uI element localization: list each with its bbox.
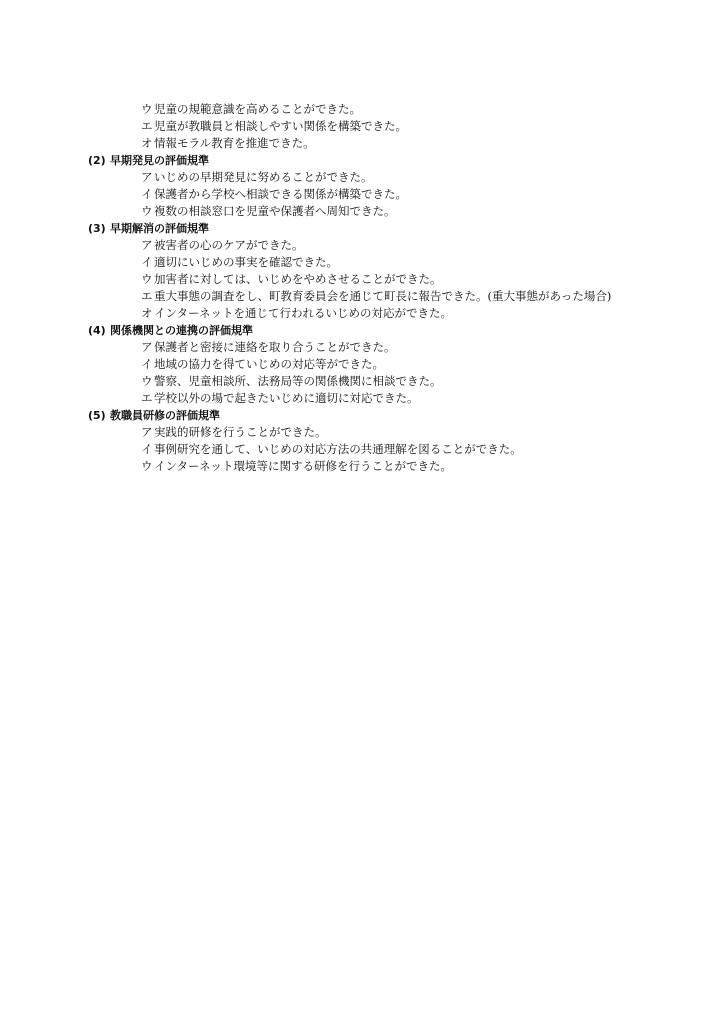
section-number: (3) [88,222,106,235]
list-item [88,254,648,271]
item-text: 児童の規範意識を高めることができた。 [154,102,361,116]
section-heading [88,220,648,237]
section-staff-training [88,407,648,475]
section-number: (4) [88,324,106,337]
item-marker: オ [141,136,153,150]
section-number: (5) [88,409,106,422]
item-text: 複数の相談窓口を児童や保護者へ周知できた。 [154,204,396,218]
list-item [88,390,648,407]
list-item [88,356,648,373]
section-heading [88,322,648,339]
list-item [88,458,648,475]
item-marker: エ [141,391,153,405]
item-marker: エ [141,119,153,133]
item-marker: ウ [141,204,153,218]
section-number: (2) [88,154,106,167]
item-marker: イ [141,442,153,456]
section-title: 教職員研修の評価規準 [110,409,220,422]
list-item [88,271,648,288]
item-text: 適切にいじめの事実を確認できた。 [154,255,338,269]
section-early-resolution [88,220,648,322]
section-heading [88,407,648,424]
section-title: 関係機関との連携の評価規準 [110,324,253,337]
list-item [88,441,648,458]
item-text: 被害者の心のケアができた。 [154,238,304,252]
item-text: 保護者と密接に連絡を取り合うことができた。 [154,340,396,354]
item-text: インターネット環境等に関する研修を行うことができた。 [154,459,452,473]
list-item [88,339,648,356]
item-text: 警察、児童相談所、法務局等の関係機関に相談できた。 [154,374,442,388]
item-marker: ウ [141,459,153,473]
list-item [88,135,648,152]
list-item [88,186,648,203]
item-text: 実践的研修を行うことができた。 [154,425,327,439]
item-text: 保護者から学校へ相談できる関係が構築できた。 [154,187,407,201]
section-continued [88,101,648,152]
item-marker: イ [141,357,153,371]
item-marker: ア [141,170,153,184]
item-marker: ウ [141,102,153,116]
item-text: 学校以外の場で起きたいじめに適切に対応できた。 [154,391,419,405]
list-item [88,203,648,220]
section-title: 早期発見の評価規準 [110,154,209,167]
item-text: 加害者に対しては、いじめをやめさせることができた。 [154,272,442,286]
item-text: 児童が教職員と相談しやすい関係を構築できた。 [154,119,407,133]
list-item [88,169,648,186]
section-early-detection [88,152,648,220]
item-marker: ア [141,238,153,252]
item-marker: イ [141,255,153,269]
item-marker: ア [141,340,153,354]
document-body [88,101,648,475]
item-text: 情報モラル教育を推進できた。 [154,136,315,150]
list-item [88,118,648,135]
section-heading [88,152,648,169]
list-item [88,237,648,254]
section-agency-cooperation [88,322,648,407]
list-item [88,424,648,441]
list-item [88,373,648,390]
section-title: 早期解消の評価規準 [110,222,209,235]
item-marker: ア [141,425,153,439]
item-text: 地域の協力を得ていじめの対応等ができた。 [154,357,384,371]
item-text: 事例研究を通して、いじめの対応方法の共通理解を図ることができた。 [154,442,522,456]
item-text: インターネットを通じて行われるいじめの対応ができた。 [154,306,452,320]
list-item [88,101,648,118]
item-marker: オ [141,306,153,320]
item-text: いじめの早期発見に努めることができた。 [154,170,373,184]
item-marker: ウ [141,272,153,286]
list-item [88,288,648,305]
item-marker: エ [141,289,153,303]
list-item [88,305,648,322]
item-marker: イ [141,187,153,201]
item-text: 重大事態の調査をし、町教育委員会を通じて町長に報告できた。(重大事態があった場合) [154,289,612,303]
item-marker: ウ [141,374,153,388]
